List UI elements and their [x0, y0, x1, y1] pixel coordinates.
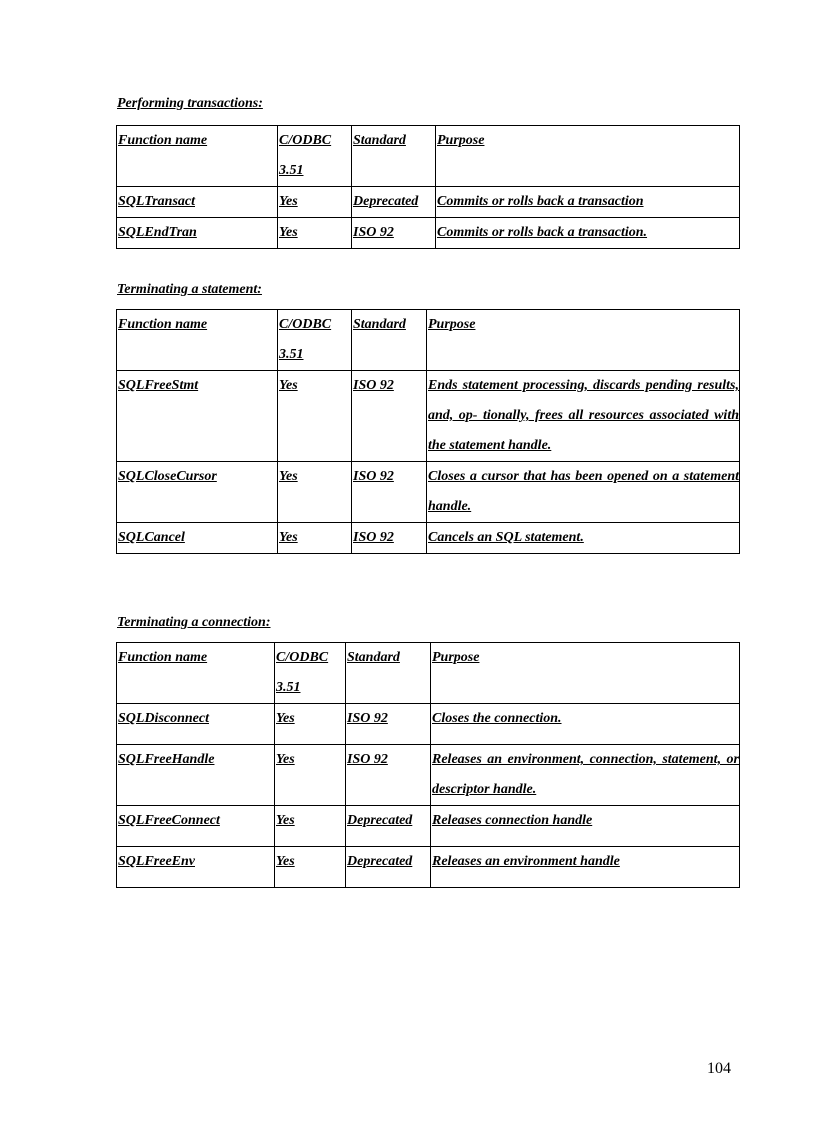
header-standard: Standard — [352, 126, 436, 187]
codbc-cell: Yes — [276, 854, 295, 869]
transactions-table — [116, 125, 740, 249]
codbc-cell: Yes — [279, 225, 298, 240]
codbc-cell: Yes — [276, 752, 295, 767]
standard-cell: ISO 92 — [347, 711, 388, 726]
codbc-cell: Yes — [279, 378, 298, 393]
function-name-cell: SQLFreeEnv — [118, 854, 195, 869]
table-row — [117, 218, 740, 249]
table-row — [117, 187, 740, 218]
table-header-row — [117, 643, 740, 704]
function-name-cell: SQLDisconnect — [118, 711, 209, 726]
header-codbc: C/ODBC 3.51 — [278, 126, 352, 187]
purpose-cell: Commits or rolls back a transaction. — [437, 225, 648, 240]
purpose-cell: Closes the connection. — [432, 711, 562, 726]
standard-cell: Deprecated — [347, 854, 413, 869]
header-codbc: C/ODBC 3.51 — [278, 310, 352, 371]
standard-cell: ISO 92 — [353, 469, 394, 484]
codbc-cell: Yes — [279, 194, 298, 209]
codbc-cell: Yes — [279, 530, 298, 545]
purpose-cell: Releases an environment handle — [432, 854, 620, 869]
standard-cell: Deprecated — [353, 194, 419, 209]
standard-cell: ISO 92 — [353, 225, 394, 240]
header-purpose: Purpose — [431, 643, 740, 704]
codbc-cell: Yes — [279, 469, 298, 484]
table-row — [117, 523, 740, 554]
section-title-transactions: Performing transactions: — [117, 96, 263, 111]
table-row — [117, 745, 740, 806]
section-title-connection: Terminating a connection: — [117, 615, 271, 630]
codbc-cell: Yes — [276, 711, 295, 726]
function-name-cell: SQLCloseCursor — [118, 469, 217, 484]
header-function-name: Function name — [117, 310, 278, 371]
table-row — [117, 462, 740, 523]
standard-cell: ISO 92 — [353, 530, 394, 545]
statement-table — [116, 309, 740, 554]
section-title-statement: Terminating a statement: — [117, 282, 262, 297]
function-name-cell: SQLCancel — [118, 530, 185, 545]
codbc-cell: Yes — [276, 813, 295, 828]
header-function-name: Function name — [117, 126, 278, 187]
purpose-cell: Ends statement processing, discards pending results, and, op- tionally, frees all resources associated with the statement handle. — [428, 378, 739, 453]
header-standard: Standard — [346, 643, 431, 704]
table-header-row — [117, 310, 740, 371]
table-row — [117, 847, 740, 888]
table-row — [117, 704, 740, 745]
header-codbc: C/ODBC 3.51 — [275, 643, 346, 704]
standard-cell: ISO 92 — [353, 378, 394, 393]
purpose-cell: Commits or rolls back a transaction — [437, 194, 644, 209]
standard-cell: Deprecated — [347, 813, 413, 828]
purpose-cell: Releases an environment, connection, statement, or descriptor handle. — [432, 752, 739, 797]
standard-cell: ISO 92 — [347, 752, 388, 767]
header-standard: Standard — [352, 310, 427, 371]
purpose-cell: Releases connection handle — [432, 813, 593, 828]
purpose-cell: Closes a cursor that has been opened on a statement handle. — [428, 469, 739, 514]
function-name-cell: SQLFreeHandle — [118, 752, 215, 767]
header-purpose: Purpose — [427, 310, 740, 371]
function-name-cell: SQLEndTran — [118, 225, 197, 240]
page-number: 104 — [707, 1060, 731, 1077]
function-name-cell: SQLFreeConnect — [118, 813, 220, 828]
table-header-row — [117, 126, 740, 187]
function-name-cell: SQLTransact — [118, 194, 196, 209]
connection-table — [116, 642, 740, 888]
header-purpose: Purpose — [436, 126, 740, 187]
table-row — [117, 371, 740, 462]
table-row — [117, 806, 740, 847]
purpose-cell: Cancels an SQL statement. — [428, 530, 584, 545]
header-function-name: Function name — [117, 643, 275, 704]
function-name-cell: SQLFreeStmt — [118, 378, 199, 393]
